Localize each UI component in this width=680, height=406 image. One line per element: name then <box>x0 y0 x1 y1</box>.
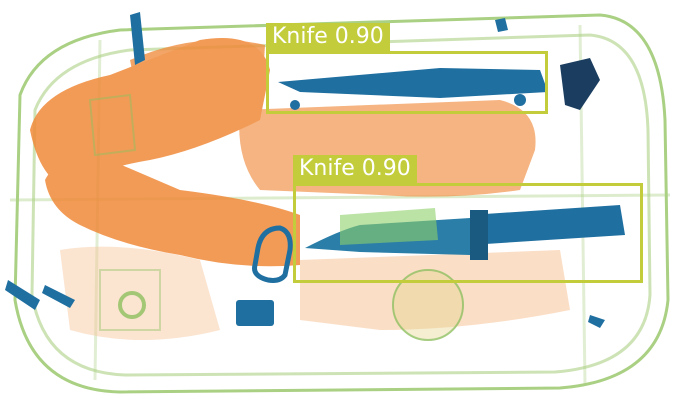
detection-box-knife <box>293 183 643 283</box>
detection-class: Knife <box>272 24 328 49</box>
detection-label <box>266 23 390 51</box>
detection-box-knife <box>266 51 548 114</box>
detection-label <box>293 155 417 183</box>
detection-class: Knife <box>299 156 355 181</box>
detection-score: 0.90 <box>334 24 384 49</box>
detection-score: 0.90 <box>361 156 411 181</box>
